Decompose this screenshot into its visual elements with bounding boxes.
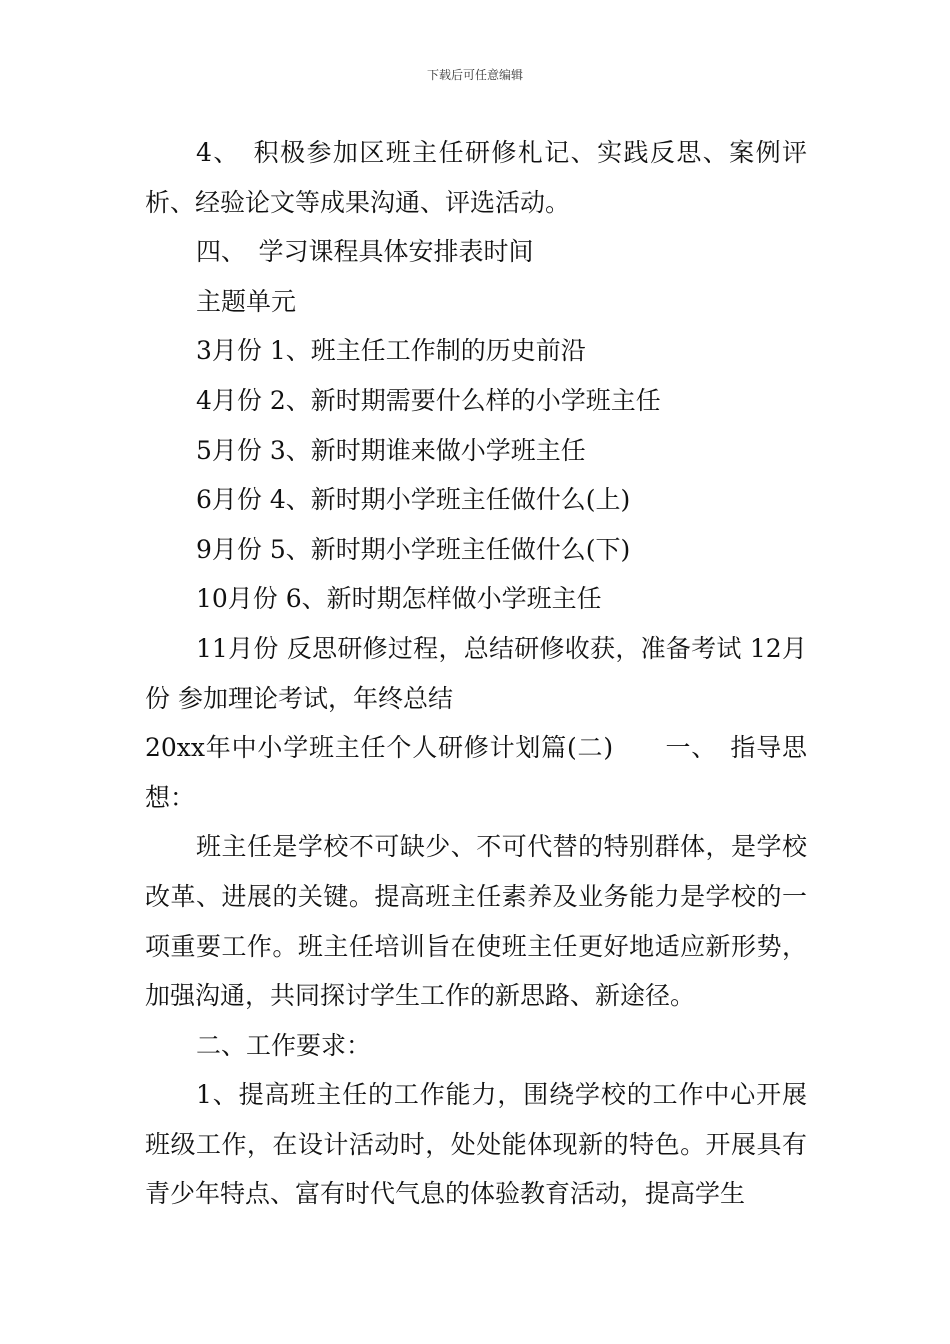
paragraph-item-4: 4、 积极参加区班主任研修札记、实践反思、案例评析、经验论文等成果沟通、评选活动。 (145, 138, 807, 217)
schedule-row-april: 4月份 2、新时期需要什么样的小学班主任 (196, 385, 661, 415)
section-heading-schedule: 四、 学习课程具体安排表时间 (196, 237, 534, 267)
schedule-column-label: 主题单元 (196, 286, 297, 316)
paragraph-guiding-thought: 班主任是学校不可缺少、不可代替的特别群体，是学校改革、进展的关键。提高班主任素养及业务能力是学校的一项重要工作。班主任培训旨在使班主任更好地适应新形势，加强沟通，共同探讨学生工作的新思路、新途径。 (145, 832, 807, 1011)
schedule-row-june: 6月份 4、新时期小学班主任做什么(上) (196, 485, 631, 515)
page-header-note: 下载后可任意编辑 (426, 68, 523, 82)
paragraph-requirement-1: 1、提高班主任的工作能力，围绕学校的工作中心开展班级工作，在设计活动时，处处能体现新的特色。开展具有青少年特点、富有时代气息的体验教育活动，提高学生 (145, 1080, 807, 1209)
document-body (145, 128, 807, 1219)
schedule-row-november-december: 11月份 反思研修过程，总结研修收获，准备考试 12月份 参加理论考试，年终总结 (145, 633, 807, 713)
document-part-two-heading: 20xx年中小学班主任个人研修计划篇(二) 一、 指导思想： (145, 733, 807, 812)
schedule-row-march: 3月份 1、班主任工作制的历史前沿 (196, 336, 586, 366)
schedule-row-may: 5月份 3、新时期谁来做小学班主任 (196, 435, 586, 465)
section-heading-work-requirements: 二、工作要求： (196, 1030, 372, 1060)
schedule-row-october: 10月份 6、新时期怎样做小学班主任 (196, 584, 602, 614)
schedule-row-september: 9月份 5、新时期小学班主任做什么(下) (196, 534, 631, 564)
